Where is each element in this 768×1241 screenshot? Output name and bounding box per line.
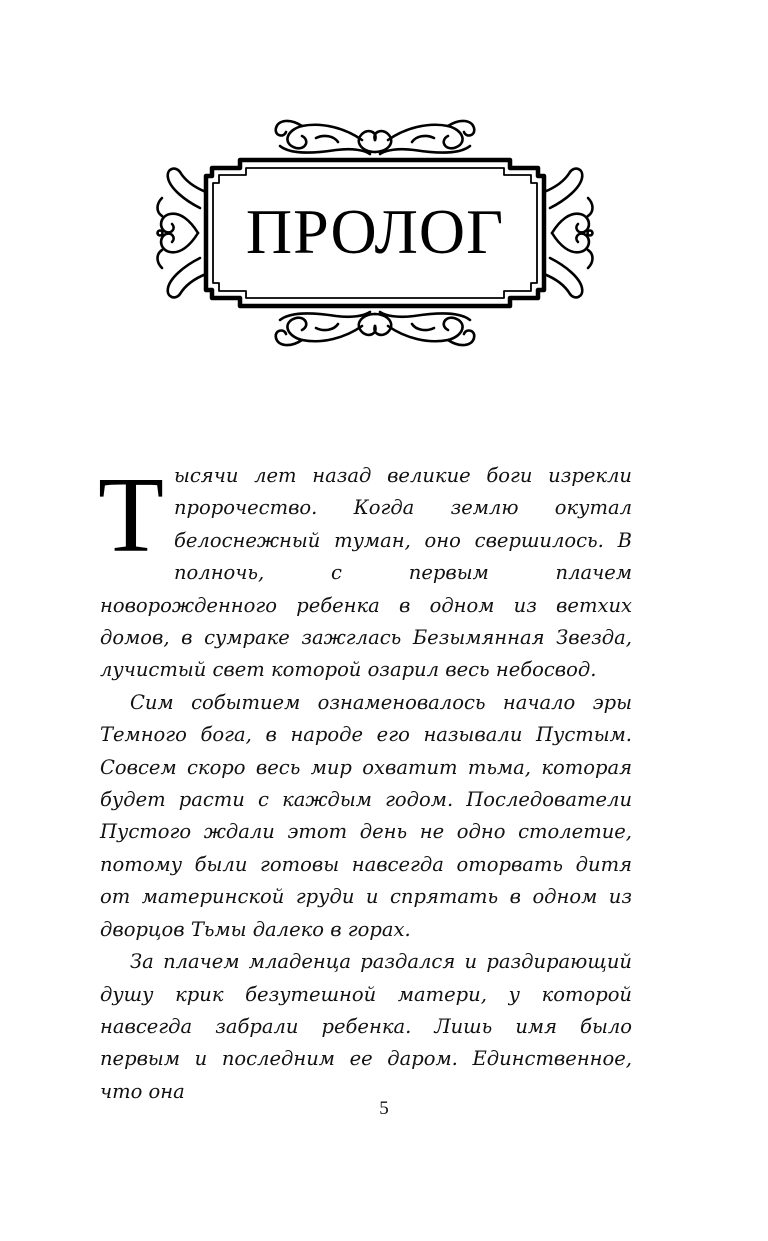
page-number: 5: [379, 1098, 389, 1119]
paragraph-1-text: ысячи лет назад великие боги изрекли пророчество. Когда землю окутал белоснежный туман, оно свершилось. В полночь, с первым плачем новорожденного ребенка в одном из ветхих домов, в сумраке зажглась Безымянная Звезда, лучистый свет которой озарил весь небосвод.: [100, 464, 632, 682]
paragraph-3: За плачем младенца раздался и раздирающий душу крик безутешной матери, у которой навсегда забрали ребенка. Лишь имя было первым и последним ее даром. Единственное, что она: [100, 950, 632, 1103]
drop-cap: Т: [98, 456, 164, 575]
paragraph-2: Сим событием ознаменовалось начало эры Темного бога, в народе его называли Пустым. Совсем скоро весь мир охватит тьма, которая будет расти с каждым годом. Последователи Пустого ждали этот день не одно столетие, потому были готовы навсегда оторвать дитя от материнской груди и спрятать в одном из дворцов Тьмы далеко в горах.: [100, 690, 632, 941]
body-text: [98, 456, 632, 1108]
chapter-title: ПРОЛОГ: [245, 196, 505, 267]
chapter-ornament-frame: [140, 108, 610, 358]
paragraph-1: [98, 456, 632, 687]
